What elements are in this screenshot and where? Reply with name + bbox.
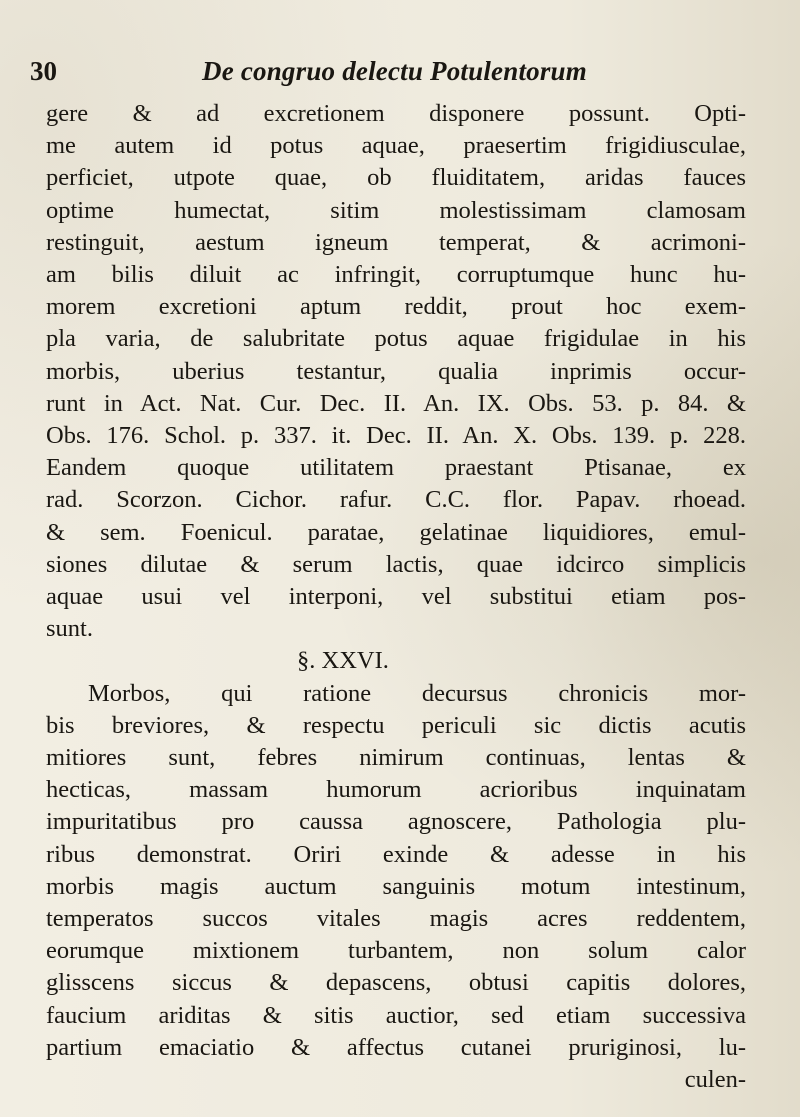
text-line: perficiet, utpote quae, ob fluiditatem, aridas fauces <box>46 164 746 192</box>
section-heading: §. XXVI. <box>297 647 389 675</box>
text-line: mitiores sunt, febres nimirum continuas, lentas & <box>46 744 746 772</box>
page-header <box>30 46 730 90</box>
text-line: morem excretioni aptum reddit, prout hoc exem- <box>46 293 746 321</box>
catchword: culen- <box>684 1066 746 1094</box>
text-line: impuritatibus pro caussa agnoscere, Pathologia plu- <box>46 808 746 836</box>
text-line: Eandem quoque utilitatem praestant Ptisanae, ex <box>46 454 746 482</box>
text-line: aquae usui vel interponi, vel substitui etiam pos- <box>46 583 746 611</box>
page-number: 30 <box>30 56 57 86</box>
text-line: Obs. 176. Schol. p. 337. it. Dec. II. An. X. Obs. 139. p. 228. <box>46 422 746 450</box>
text-line: morbis magis auctum sanguinis motum intestinum, <box>46 872 746 900</box>
text-line: rad. Scorzon. Cichor. rafur. C.C. flor. Papav. rhoead. <box>46 486 746 514</box>
running-title: De congruo delectu Potulentorum <box>202 56 587 86</box>
text-line: bis breviores, & respectu periculi sic dictis acutis <box>46 711 746 739</box>
text-line: restinguit, aestum igneum temperat, & acrimoni- <box>46 228 746 256</box>
text-line: am bilis diluit ac infringit, corruptumque hunc hu- <box>46 261 746 289</box>
text-line: siones dilutae & serum lactis, quae idcirco simplicis <box>46 550 746 578</box>
text-line: hecticas, massam humorum acrioribus inquinatam <box>46 776 746 804</box>
text-line: ribus demonstrat. Oriri exinde & adesse in his <box>46 840 746 868</box>
text-line: faucium ariditas & sitis auctior, sed etiam successiva <box>46 1001 746 1029</box>
text-line: optime humectat, sitim molestissimam clamosam <box>46 196 746 224</box>
text-line: pla varia, de salubritate potus aquae frigidulae in his <box>46 325 746 353</box>
text-line: runt in Act. Nat. Cur. Dec. II. An. IX. Obs. 53. p. 84. & <box>46 389 746 417</box>
text-line: sunt. <box>46 615 93 643</box>
text-line: morbis, uberius testantur, qualia inprimis occur- <box>46 357 746 385</box>
text-line: partium emaciatio & affectus cutanei pruriginosi, lu- <box>46 1033 746 1061</box>
body-text <box>46 98 746 1096</box>
text-line: glisscens siccus & depascens, obtusi capitis dolores, <box>46 969 746 997</box>
text-line: gere & ad excretionem disponere possunt. Opti- <box>46 100 746 127</box>
text-line: Morbos, qui ratione decursus chronicis mor- <box>88 679 746 707</box>
text-line: temperatos succos vitales magis acres reddentem, <box>46 905 746 933</box>
text-line: & sem. Foenicul. paratae, gelatinae liquidiores, emul- <box>46 518 746 546</box>
text-line: me autem id potus aquae, praesertim frigidiusculae, <box>46 132 746 160</box>
text-line: eorumque mixtionem turbantem, non solum calor <box>46 937 746 965</box>
